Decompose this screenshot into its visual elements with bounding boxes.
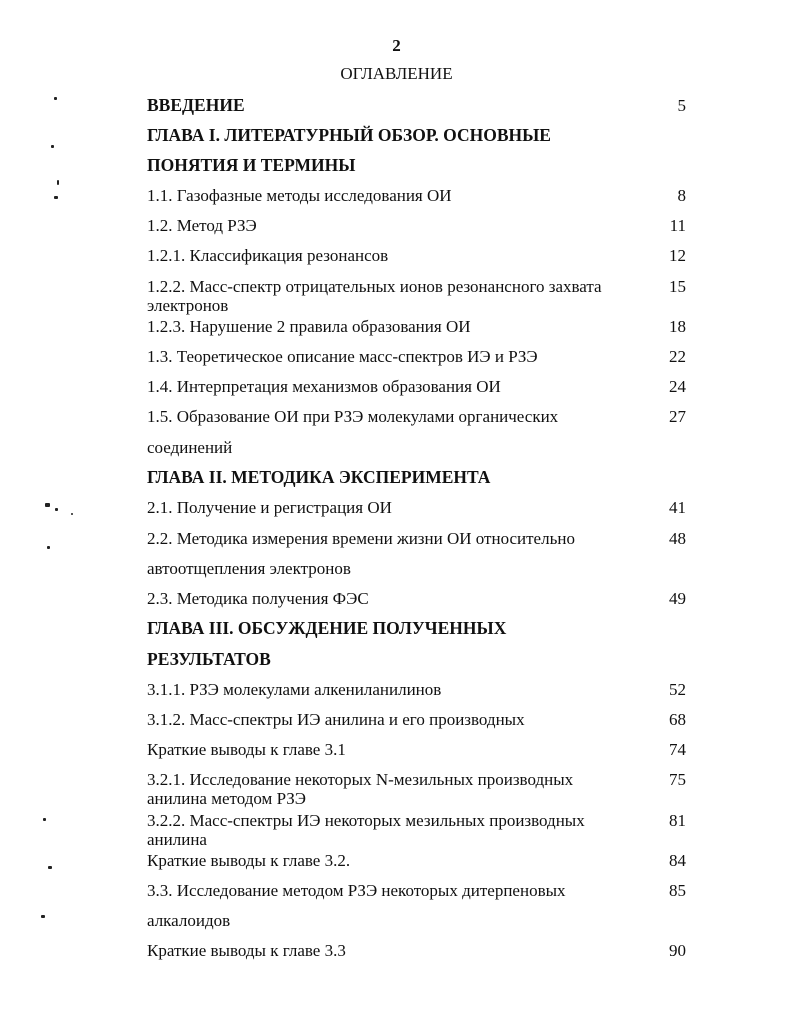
toc-heading: ОГЛАВЛЕНИЕ [340, 64, 453, 83]
toc-chapter-1-line-1: ГЛАВА I. ЛИТЕРАТУРНЫЙ ОБЗОР. ОСНОВНЫЕ [147, 125, 551, 145]
toc-chapter-1-line-2: ПОНЯТИЯ И ТЕРМИНЫ [147, 155, 356, 175]
toc-page-3-2-1: 75 [669, 770, 686, 789]
toc-page-summary-3-3: 90 [669, 941, 686, 960]
toc-summary-3-3: Краткие выводы к главе 3.3 [147, 941, 346, 960]
scan-speck [51, 145, 54, 148]
toc-entry-1-2-3: 1.2.3. Нарушение 2 правила образования ОИ [147, 317, 471, 336]
toc-entry-intro: ВВЕДЕНИЕ [147, 95, 245, 115]
toc-entry-2-1: 2.1. Получение и регистрация ОИ [147, 498, 392, 517]
scan-speck [54, 97, 57, 100]
toc-entry-2-3: 2.3. Методика получения ФЭС [147, 589, 369, 608]
toc-entry-3-1-1: 3.1.1. РЗЭ молекулами алкениланилинов [147, 680, 442, 699]
scan-speck [57, 180, 59, 185]
toc-entry-3-2-1: 3.2.1. Исследование некоторых N-мезильных производных анилина методом РЗЭ [147, 770, 574, 808]
toc-entry-3-3: 3.3. Исследование методом РЗЭ некоторых дитерпеновых [147, 881, 566, 900]
scan-speck [45, 503, 50, 507]
toc-page-1-5: 27 [669, 407, 686, 426]
toc-chapter-3-line-2: РЕЗУЛЬТАТОВ [147, 649, 271, 669]
toc-page-3-2-2: 81 [669, 811, 686, 830]
toc-entry-2-2: 2.2. Методика измерения времени жизни ОИ относительно [147, 529, 575, 548]
toc-page-1-2-3: 18 [669, 317, 686, 336]
toc-entry-3-3-cont: алкалоидов [147, 911, 231, 930]
toc-entry-1-5: 1.5. Образование ОИ при РЗЭ молекулами органических [147, 407, 559, 426]
toc-entry-1-1: 1.1. Газофазные методы исследования ОИ [147, 186, 452, 205]
toc-page-1-4: 24 [669, 377, 686, 396]
toc-page-1-3: 22 [669, 347, 686, 366]
toc-page-summary-3-2: 84 [669, 851, 686, 870]
toc-chapter-3-line-1: ГЛАВА III. ОБСУЖДЕНИЕ ПОЛУЧЕННЫХ [147, 618, 507, 638]
toc-summary-3-1: Краткие выводы к главе 3.1 [147, 740, 346, 759]
toc-entry-3-2-2: 3.2.2. Масс-спектры ИЭ некоторых мезильных производных анилина [147, 811, 585, 849]
toc-summary-3-2: Краткие выводы к главе 3.2. [147, 851, 351, 870]
toc-entry-3-1-2: 3.1.2. Масс-спектры ИЭ анилина и его производных [147, 710, 525, 729]
toc-chapter-2: ГЛАВА II. МЕТОДИКА ЭКСПЕРИМЕНТА [147, 467, 491, 487]
toc-page-1-1: 8 [677, 186, 686, 205]
scan-speck [54, 196, 58, 199]
scan-speck [41, 915, 45, 918]
scan-speck [43, 818, 46, 821]
scan-speck [48, 866, 52, 869]
toc-page-1-2-1: 12 [669, 246, 686, 265]
toc-page-2-1: 41 [669, 498, 686, 517]
scan-speck [71, 513, 73, 515]
toc-page-2-2: 48 [669, 529, 686, 548]
toc-entry-1-2: 1.2. Метод РЗЭ [147, 216, 257, 235]
page-number: 2 [392, 36, 401, 55]
toc-entry-1-4: 1.4. Интерпретация механизмов образования ОИ [147, 377, 501, 396]
toc-entry-1-2-1: 1.2.1. Классификация резонансов [147, 246, 389, 265]
toc-page-1-2: 11 [669, 216, 686, 235]
toc-entry-1-5-cont: соединений [147, 438, 233, 457]
toc-page-summary-3-1: 74 [669, 740, 686, 759]
toc-page-3-3: 85 [669, 881, 686, 900]
toc-page-2-3: 49 [669, 589, 686, 608]
toc-page-3-1-1: 52 [669, 680, 686, 699]
toc-entry-1-2-2: 1.2.2. Масс-спектр отрицательных ионов резонансного захвата электронов [147, 277, 602, 315]
scan-speck [47, 546, 50, 549]
toc-page-1-2-2: 15 [669, 277, 686, 296]
toc-page-intro: 5 [677, 96, 686, 115]
toc-entry-1-3: 1.3. Теоретическое описание масс-спектров ИЭ и РЗЭ [147, 347, 538, 366]
toc-page-3-1-2: 68 [669, 710, 686, 729]
toc-entry-2-2-cont: автоотщепления электронов [147, 559, 351, 578]
scan-speck [55, 508, 58, 511]
